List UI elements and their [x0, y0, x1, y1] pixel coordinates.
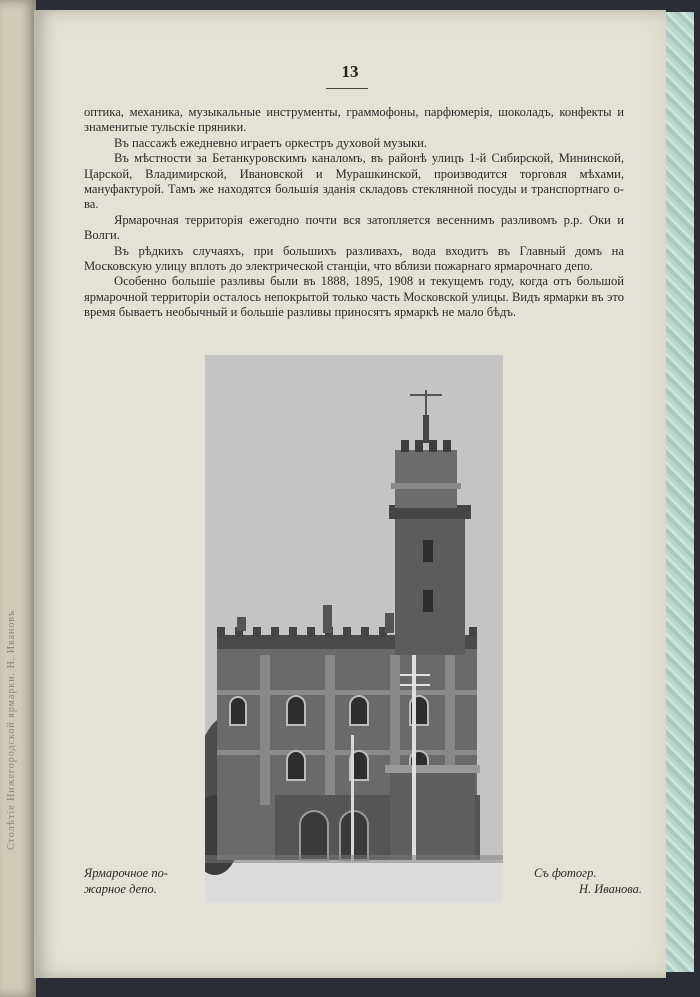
photo-credit-line-2: Н. Иванова. [578, 882, 642, 896]
left-page-edge [0, 0, 36, 997]
paragraph-1: оптика, механика, музыкальные инструменты, граммофоны, парфюмерія, шоколадъ, конфекты и знаменитые тульскіе пряники. [84, 105, 624, 135]
page-number-rule [326, 88, 368, 89]
book-page [34, 10, 666, 978]
body-text [84, 105, 624, 321]
paragraph-6: Особенно большіе разливы были въ 1888, 1895, 1908 и текущемъ году, когда отъ большой ярмарочной территоріи осталось непокрытой только часть Московской улицы. Видъ ярмарки въ это время бываетъ необычный и большіе разливы приносятъ ярмаркѣ не мало бѣдъ. [84, 274, 624, 320]
fire-depot-photo [205, 355, 503, 903]
photo-credit-line-1: Съ фотогр. [534, 866, 597, 880]
caption-left-line-1: Ярмарочное по- [84, 866, 168, 880]
caption-left-line-2: жарное депо. [84, 882, 157, 896]
photo-credit [522, 865, 642, 897]
paragraph-2: Въ пассажѣ ежедневно играетъ оркестръ духовой музыки. [114, 135, 428, 150]
paragraph-3: Въ мѣстности за Бетанкуровскимъ каналомъ, въ районѣ улицъ 1-й Сибирской, Мининской, Царской, Владимирской, Ивановской и Мурашкинской, производится торговля мѣхами, мануфактурой. Тамъ же находятся большія зданія складовъ стеклянной посуды и транспортнаго о-ва. [84, 151, 624, 212]
spine-text: Столѣтіе Нижегородской ярмарки. Н. Ивановъ [6, 609, 17, 850]
paragraph-5: Въ рѣдкихъ случаяхъ, при большихъ разливахъ, вода входитъ въ Главный домъ на Московскую улицу вплоть до электрической станціи, что вблизи пожарнаго ярмарочнаго депо. [84, 243, 624, 274]
photo-caption-left [84, 865, 204, 897]
page-number: 13 [341, 62, 359, 81]
book-cover-edge [664, 12, 694, 972]
paragraph-4: Ярмарочная территорія ежегодно почти вся затопляется весеннимъ разливомъ р.р. Оки и Волги. [84, 212, 624, 243]
